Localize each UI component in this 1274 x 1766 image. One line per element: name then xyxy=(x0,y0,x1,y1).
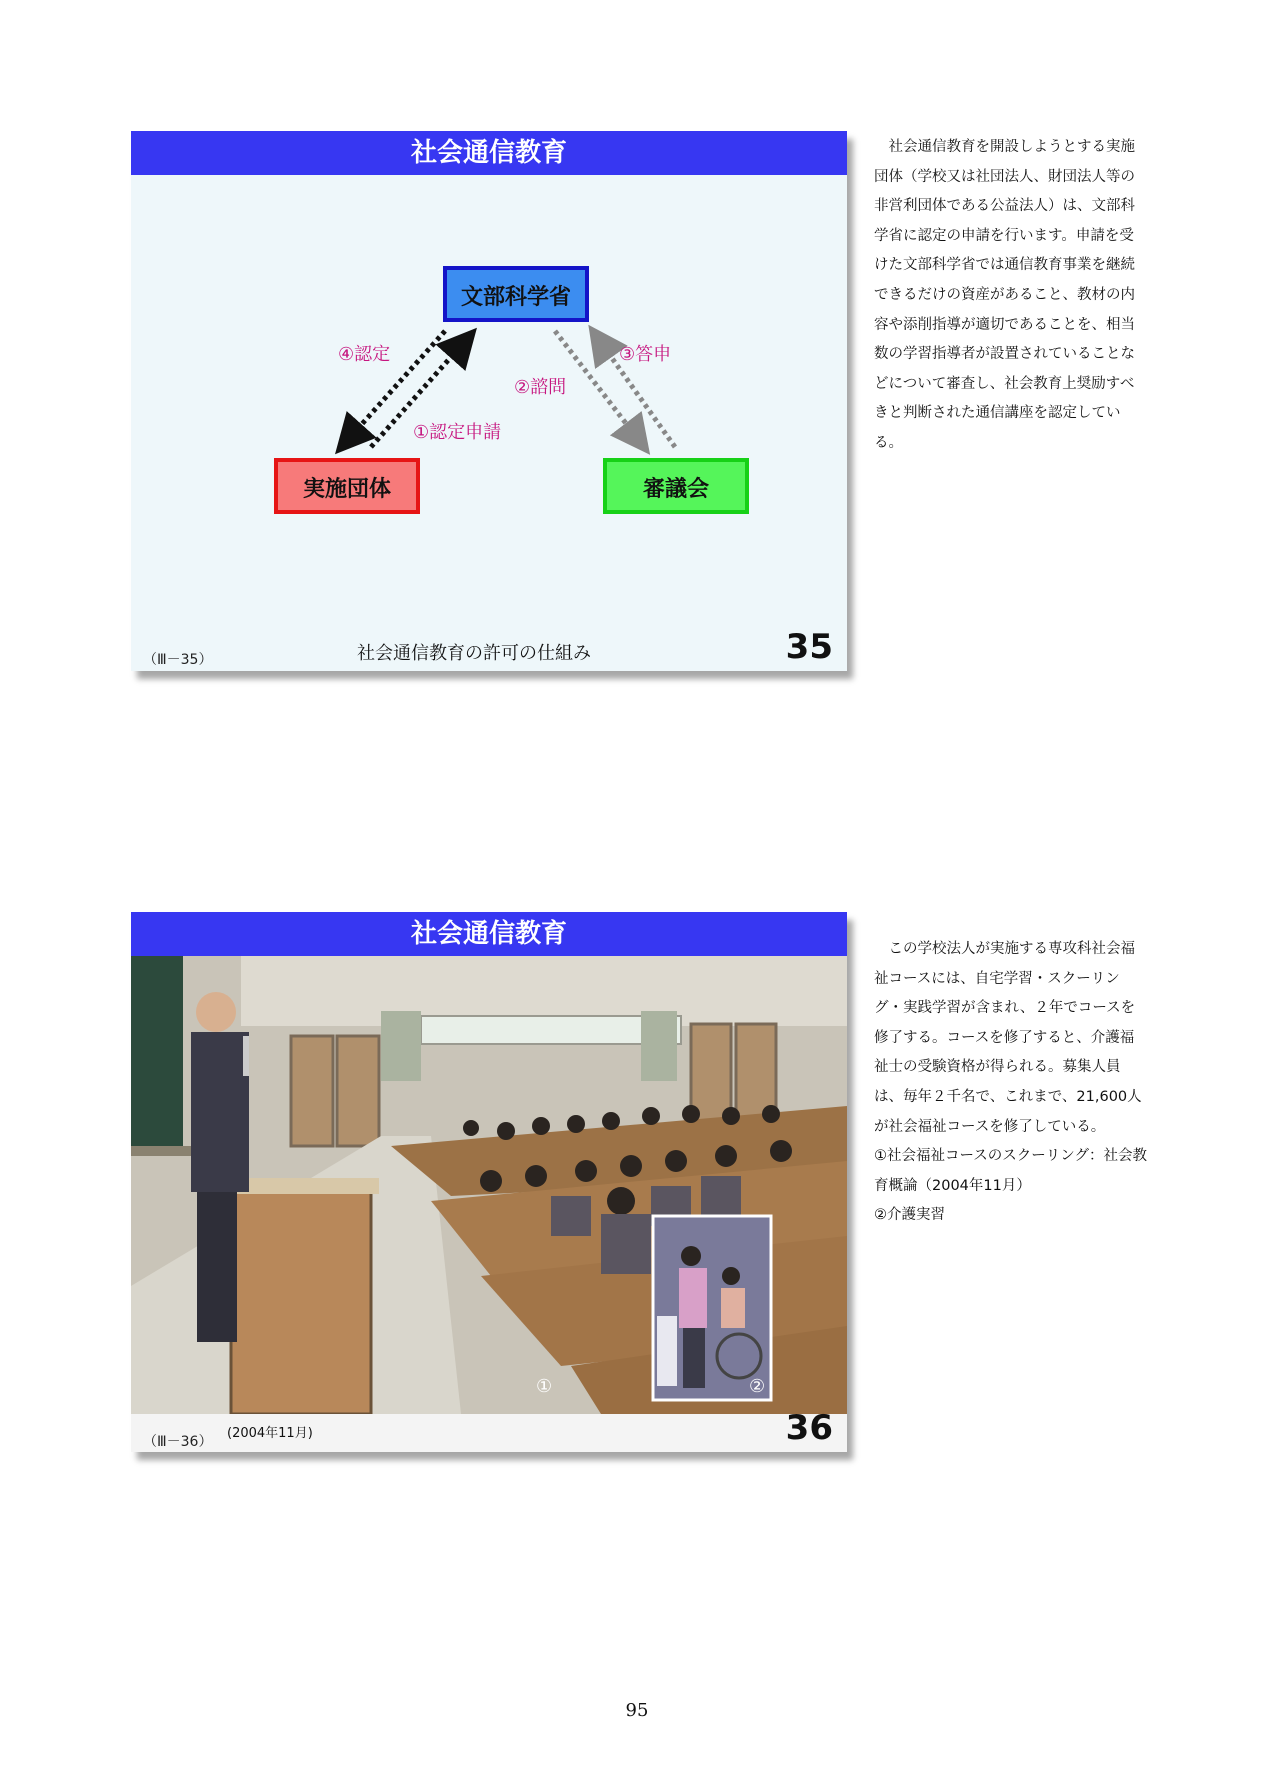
classroom-photo xyxy=(131,956,847,1414)
photo-note-2: ②介護実習 xyxy=(874,1207,945,1224)
slide-code: （Ⅲ－35） xyxy=(143,652,213,668)
slide-caption: 社会通信教育の許可の仕組み xyxy=(357,643,591,664)
description-paragraph: 社会通信教育を開設しようとする実施団体（学校又は社団法人、財団法人等の非営利団体である公益法人）は、文部科学省に認定の申請を行います。申請を受けた文部科学省では通信教育事業を継続できるだけの資産があること、教材の内容や添削指導が適切であることを、相当数の学習指導者が設置されていることなどについて審査し、社会教育上奨励すべきと判断された通信講座を認定している。 xyxy=(874,139,1135,451)
organization-box: 実施団体 xyxy=(274,458,420,514)
photo-note-1: ①社会福祉コースのスクーリング：社会教育概論（2004年11月） xyxy=(874,1148,1147,1194)
photo-marker-2: ② xyxy=(749,1376,766,1397)
slide-code: （Ⅲ－36） xyxy=(143,1434,213,1450)
description-text-1 xyxy=(874,133,1148,459)
page-number: 95 xyxy=(625,1700,649,1721)
slide-title: 社会通信教育 xyxy=(131,912,847,956)
approval-label: ④認定 xyxy=(338,344,391,365)
slide-number: 35 xyxy=(785,627,833,667)
description-text-2 xyxy=(874,935,1148,1231)
arrow-diagram xyxy=(131,131,847,671)
photo-date: (2004年11月) xyxy=(227,1426,313,1441)
mext-box: 文部科学省 xyxy=(443,266,589,322)
report-label: ③答申 xyxy=(619,344,672,365)
slide-36 xyxy=(131,912,847,1452)
application-label: ①認定申請 xyxy=(413,422,502,443)
slide-title: 社会通信教育 xyxy=(131,131,847,175)
council-box: 審議会 xyxy=(603,458,749,514)
description-paragraph: この学校法人が実施する専攻科社会福祉コースには、自宅学習・スクーリング・実践学習が含まれ、２年でコースを修了する。コースを修了すると、介護福祉士の受験資格が得られる。募集人員は、毎年２千名で、これまで、21,600人が社会福祉コースを修了している。 xyxy=(874,941,1142,1135)
photo-marker-1: ① xyxy=(536,1376,553,1397)
slide-35 xyxy=(131,131,847,671)
inquiry-label: ②諮問 xyxy=(514,377,567,398)
slide-number: 36 xyxy=(785,1408,833,1448)
